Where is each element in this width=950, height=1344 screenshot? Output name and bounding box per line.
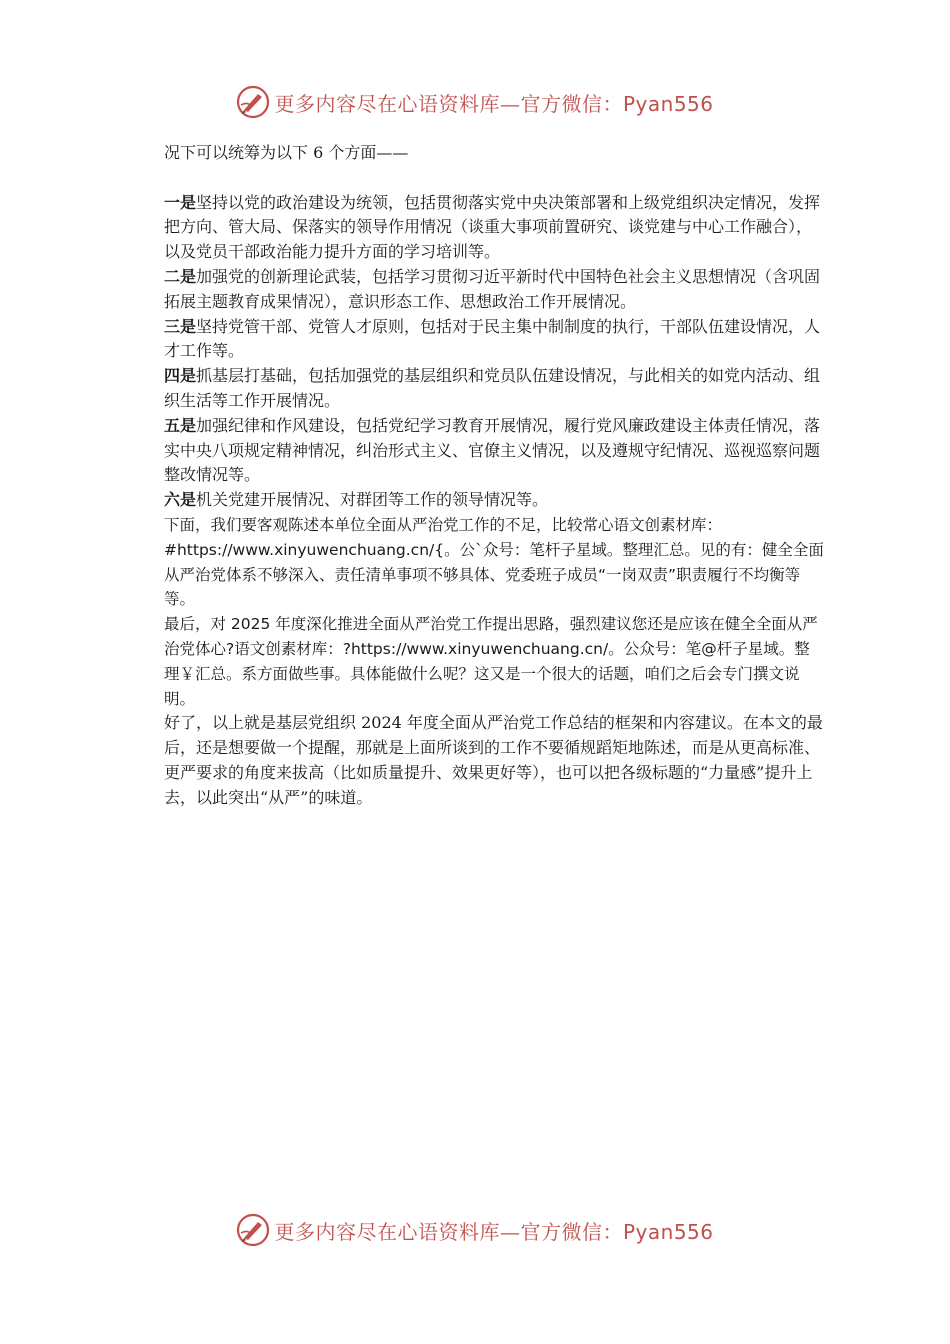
item-5-lead: 五是 bbox=[164, 415, 197, 435]
item-3-text: 坚持党管干部、党管人才原则，包括对于民主集中制制度的执行，干部队伍建设情况，人才工作等。 bbox=[164, 316, 821, 361]
pen-logo-icon bbox=[236, 85, 270, 119]
item-4-lead: 四是 bbox=[164, 366, 197, 386]
footer-banner-text bbox=[274, 1216, 713, 1245]
item-5-text: 加强纪律和作风建设，包括党纪学习教育开展情况，履行党风廉政建设主体责任情况，落实中央八项规定精神情况，纠治形式主义、官僚主义情况，以及遵规守纪情况、巡视巡察问题整改情况等。 bbox=[164, 415, 821, 485]
pen-logo-icon bbox=[236, 1213, 270, 1247]
item-6-text: 机关党建开展情况、对群团等工作的领导情况等。 bbox=[196, 490, 549, 510]
header-banner-label: 更多内容尽在心语资料库—官方微信： bbox=[274, 91, 623, 116]
header-wechat-id: Pyan556 bbox=[622, 91, 714, 116]
item-3-lead: 三是 bbox=[164, 316, 197, 336]
item-2-lead: 二是 bbox=[164, 266, 197, 286]
shortcomings-paragraph: 下面，我们要客观陈述本单位全面从严治党工作的不足，比较常心语文创素材库：#https://www.xinyuwenchuang.cn/{。公`众号：笔杆子星域。整理汇总。见的有：健全全面从严治党体系不够深入、责任清单事项不够具体、党委班子成员“一岗双责”职责履行不均衡等等。 bbox=[164, 515, 824, 609]
item-1 bbox=[164, 191, 824, 265]
item-3 bbox=[164, 315, 824, 365]
item-6 bbox=[164, 488, 824, 513]
blank-line bbox=[164, 166, 824, 191]
item-6-lead: 六是 bbox=[164, 490, 197, 510]
item-5 bbox=[164, 414, 824, 488]
item-4 bbox=[164, 364, 824, 414]
conclusion-paragraph: 好了，以上就是基层党组织 2024 年度全面从严治党工作总结的框架和内容建议。在本文的最后，还是想要做一个提醒，那就是上面所谈到的工作不要循规蹈矩地陈述，而是从更高标准、更严要求的角度来拔高（比如质量提升、效果更好等），也可以把各级标题的“力量感”提升上去，以此突出“从严”的味道。 bbox=[164, 713, 823, 807]
header-banner-text bbox=[274, 88, 713, 117]
item-4-text: 抓基层打基础，包括加强党的基层组织和党员队伍建设情况，与此相关的如党内活动、组织生活等工作开展情况。 bbox=[164, 366, 821, 410]
item-1-text: 坚持以党的政治建设为统领，包括贯彻落实党中央决策部署和上级党组织决定情况，发挥把方向、管大局、保落实的领导作用情况（谈重大事项前置研究、谈党建与中心工作融合），以及党员干部政治能力提升方面的学习培训等。 bbox=[164, 192, 821, 262]
ideas-paragraph: 最后，对 2025 年度深化推进全面从严治党工作提出思路，强烈建议您还是应该在健全全面从严治党体心?语文创素材库：?https://www.xinyuwenchuang.cn/。公众号：笔@杆子星域。整理￥汇总。系方面做些事。具体能做什么呢？这又是一个很大的话题，咱们之后会专门撰文说明。 bbox=[164, 615, 818, 708]
document-body bbox=[164, 141, 824, 811]
item-2-text: 加强党的创新理论武装，包括学习贯彻习近平新时代中国特色社会主义思想情况（含巩固拓展主题教育成果情况），意识形态工作、思想政治工作开展情况。 bbox=[164, 266, 821, 311]
footer-banner-label: 更多内容尽在心语资料库—官方微信： bbox=[274, 1219, 623, 1244]
intro-line: 况下可以统筹为以下 6 个方面—— bbox=[164, 143, 409, 162]
item-1-lead: 一是 bbox=[164, 192, 197, 212]
header-banner bbox=[0, 82, 950, 122]
item-2 bbox=[164, 265, 824, 315]
footer-banner bbox=[0, 1210, 950, 1250]
footer-wechat-id: Pyan556 bbox=[622, 1219, 714, 1244]
